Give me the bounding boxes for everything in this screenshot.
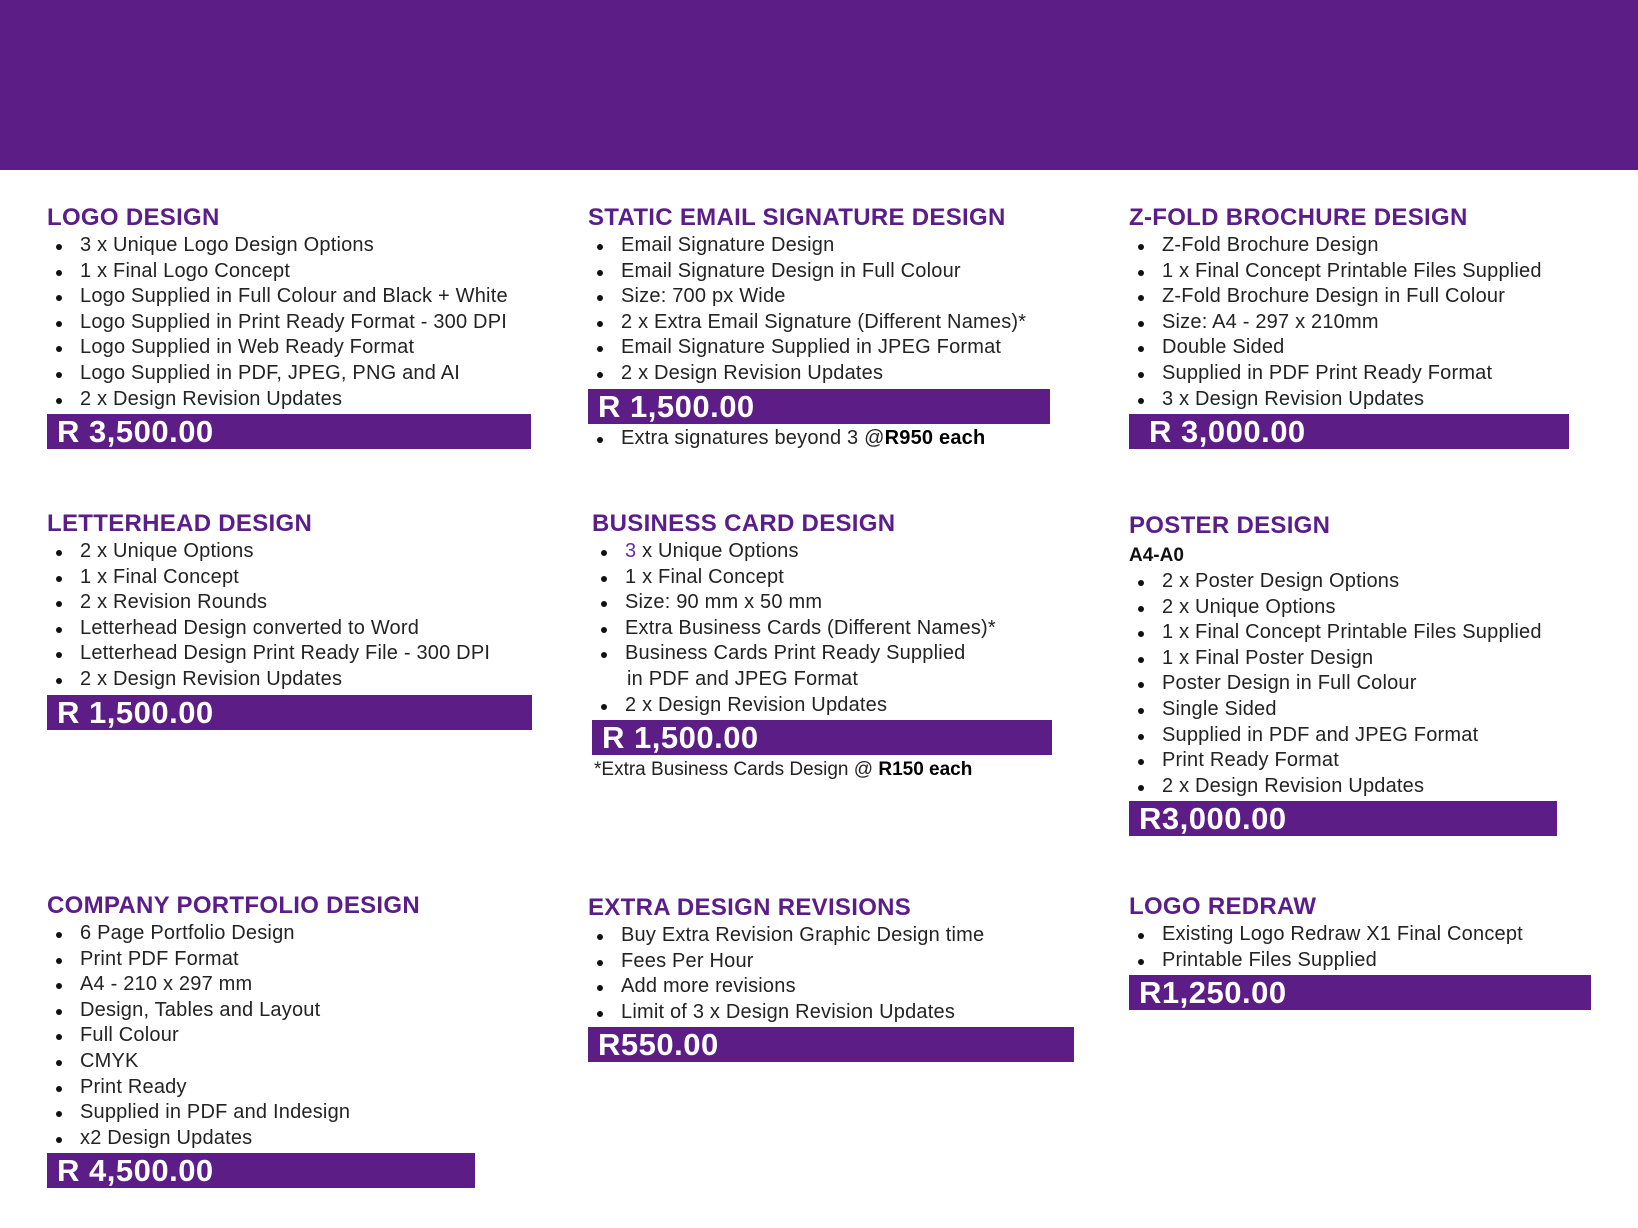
list-item: 2 x Revision Rounds	[47, 590, 532, 616]
price-bar: R 4,500.00	[47, 1153, 475, 1188]
list-item: Fees Per Hour	[588, 949, 1074, 975]
list-item: 2 x Design Revision Updates	[47, 667, 532, 693]
card-poster	[1129, 511, 1557, 836]
extra-note-price: R950 each	[884, 426, 986, 449]
list-item: Poster Design in Full Colour	[1129, 671, 1557, 697]
card-email-signature	[588, 203, 1050, 451]
list-item: 2 x Extra Email Signature (Different Names)*	[588, 310, 1050, 336]
list-item: Print Ready Format	[1129, 748, 1557, 774]
list-item: Logo Supplied in Web Ready Format	[47, 335, 531, 361]
card-title: Z-FOLD BROCHURE DESIGN	[1129, 204, 1468, 231]
list-item: Logo Supplied in Full Colour and Black + White	[47, 284, 531, 310]
feature-list	[588, 923, 1074, 1025]
list-item: Buy Extra Revision Graphic Design time	[588, 923, 1074, 949]
list-item: Business Cards Print Ready Supplied	[592, 641, 1052, 667]
list-item: Supplied in PDF and JPEG Format	[1129, 723, 1557, 749]
card-title: BUSINESS CARD DESIGN	[592, 510, 896, 537]
feature-list	[592, 539, 1052, 718]
list-item: 2 x Design Revision Updates	[1129, 774, 1557, 800]
list-item: 1 x Final Concept Printable Files Supplied	[1129, 620, 1557, 646]
list-item: Limit of 3 x Design Revision Updates	[588, 1000, 1074, 1026]
list-item: Size: 700 px Wide	[588, 284, 1050, 310]
price-bar: R 3,500.00	[47, 414, 531, 449]
extra-note	[588, 426, 1050, 452]
list-item: Logo Supplied in PDF, JPEG, PNG and AI	[47, 361, 531, 387]
list-item: Size: 90 mm x 50 mm	[592, 590, 1052, 616]
feature-list	[47, 233, 531, 412]
price-bar: R3,000.00	[1129, 801, 1557, 836]
list-item: 1 x Final Concept	[47, 565, 532, 591]
list-item: 1 x Final Concept	[592, 565, 1052, 591]
card-title: POSTER DESIGN	[1129, 512, 1331, 539]
card-letterhead	[47, 509, 532, 730]
list-item: 2 x Poster Design Options	[1129, 569, 1557, 595]
list-item: Add more revisions	[588, 974, 1074, 1000]
list-item: Existing Logo Redraw X1 Final Concept	[1129, 922, 1591, 948]
card-logo-redraw	[1129, 892, 1591, 1010]
list-item: Letterhead Design Print Ready File - 300 DPI	[47, 641, 532, 667]
list-item: Extra Business Cards (Different Names)*	[592, 616, 1052, 642]
list-item: Print Ready	[47, 1075, 475, 1101]
list-item: Supplied in PDF and Indesign	[47, 1100, 475, 1126]
list-item: Size: A4 - 297 x 210mm	[1129, 310, 1569, 336]
list-item: 2 x Design Revision Updates	[592, 693, 1052, 719]
extra-note-price: R150 each	[878, 759, 973, 781]
price-bar: R 1,500.00	[592, 720, 1052, 755]
list-item	[588, 426, 1050, 452]
card-title: LETTERHEAD DESIGN	[47, 510, 313, 537]
card-brochure	[1129, 203, 1569, 449]
list-item: 2 x Unique Options	[1129, 595, 1557, 621]
feature-list	[1129, 922, 1591, 973]
card-company-portfolio	[47, 891, 475, 1188]
card-subtitle: A4-A0	[1129, 545, 1184, 566]
list-item-continuation: in PDF and JPEG Format	[627, 667, 859, 690]
list-item: Single Sided	[1129, 697, 1557, 723]
list-item: Design, Tables and Layout	[47, 998, 475, 1024]
feature-list	[47, 921, 475, 1151]
list-item: 2 x Unique Options	[47, 539, 532, 565]
price-bar: R550.00	[588, 1027, 1074, 1062]
list-item: CMYK	[47, 1049, 475, 1075]
list-item: 3 x Unique Logo Design Options	[47, 233, 531, 259]
price-bar: R 1,500.00	[47, 695, 532, 730]
card-title: STATIC EMAIL SIGNATURE DESIGN	[588, 204, 1006, 231]
card-title: COMPANY PORTFOLIO DESIGN	[47, 892, 421, 919]
extra-note	[592, 757, 1052, 783]
list-item: Email Signature Supplied in JPEG Format	[588, 335, 1050, 361]
list-item: Email Signature Design in Full Colour	[588, 259, 1050, 285]
list-item: 2 x Design Revision Updates	[588, 361, 1050, 387]
highlighted-count: 3	[625, 540, 637, 562]
feature-list	[1129, 569, 1557, 799]
price-bar: R 1,500.00	[588, 389, 1050, 424]
feature-list	[47, 539, 532, 693]
list-item: Logo Supplied in Print Ready Format - 300 DPI	[47, 310, 531, 336]
extra-note-text: *Extra Business Cards Design @	[594, 759, 879, 781]
list-item	[592, 539, 1052, 565]
card-title: EXTRA DESIGN REVISIONS	[588, 894, 912, 921]
list-item: A4 - 210 x 297 mm	[47, 972, 475, 998]
list-item: Print PDF Format	[47, 947, 475, 973]
list-item: 1 x Final Concept Printable Files Supplied	[1129, 259, 1569, 285]
header-banner	[0, 0, 1638, 170]
list-item: 2 x Design Revision Updates	[47, 387, 531, 413]
card-title: LOGO REDRAW	[1129, 893, 1317, 920]
feature-list	[588, 233, 1050, 387]
price-bar: R 3,000.00	[1129, 414, 1569, 449]
list-item: 3 x Design Revision Updates	[1129, 387, 1569, 413]
list-item: x2 Design Updates	[47, 1126, 475, 1152]
list-item: Printable Files Supplied	[1129, 948, 1591, 974]
price-bar: R1,250.00	[1129, 975, 1591, 1010]
list-item: Z-Fold Brochure Design in Full Colour	[1129, 284, 1569, 310]
list-item: Full Colour	[47, 1023, 475, 1049]
card-title: LOGO DESIGN	[47, 204, 220, 231]
extra-note-text: Extra signatures beyond 3 @	[621, 426, 885, 449]
feature-list	[1129, 233, 1569, 412]
list-item: Z-Fold Brochure Design	[1129, 233, 1569, 259]
list-item: Letterhead Design converted to Word	[47, 616, 532, 642]
list-item: 6 Page Portfolio Design	[47, 921, 475, 947]
card-extra-revisions	[588, 893, 1074, 1062]
list-item: 1 x Final Poster Design	[1129, 646, 1557, 672]
list-item: 1 x Final Logo Concept	[47, 259, 531, 285]
card-logo-design	[47, 203, 531, 449]
list-item-text: x Unique Options	[636, 540, 799, 562]
card-business-card	[592, 509, 1052, 783]
list-item: Double Sided	[1129, 335, 1569, 361]
list-item: Email Signature Design	[588, 233, 1050, 259]
list-item: Supplied in PDF Print Ready Format	[1129, 361, 1569, 387]
